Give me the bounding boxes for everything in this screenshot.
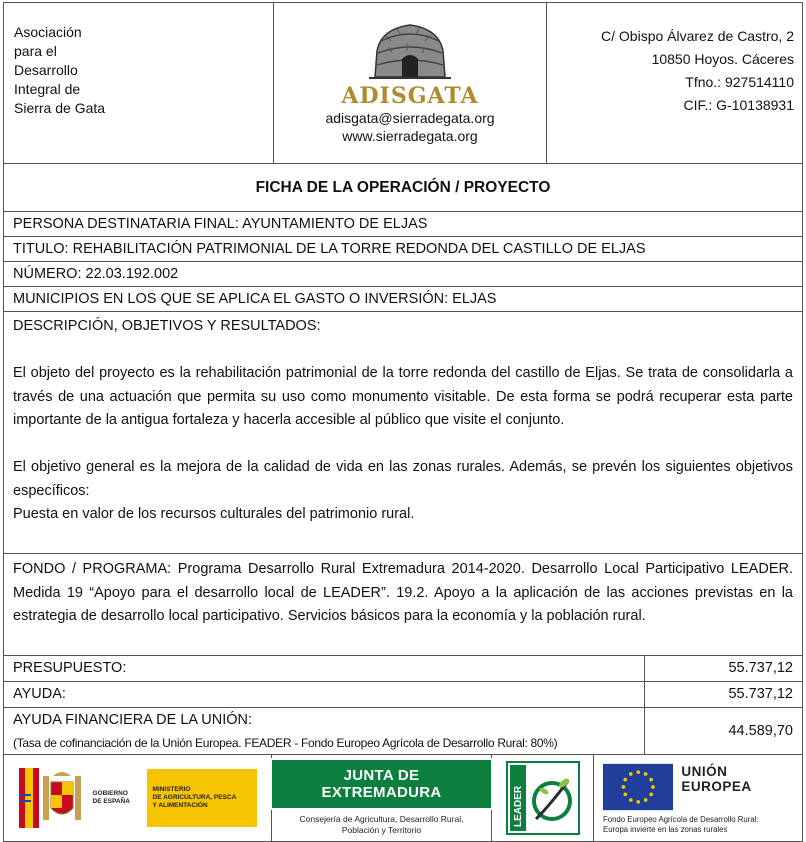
brand-name: ADISGATA — [341, 83, 479, 109]
objectives-paragraph: El objetivo general es la mejora de la calidad de vida en las zonas rurales. Además, se prevén los siguientes objetivos específicos: — [13, 459, 793, 499]
gobierno-line: GOBIERNO — [92, 790, 128, 797]
spain-coat-of-arms-icon — [19, 768, 89, 828]
field-titulo: TITULO: REHABILITACIÓN PATRIMONIAL DE LA TORRE REDONDA DEL CASTILLO DE ELJAS — [4, 236, 802, 261]
organization-name — [4, 3, 274, 163]
stone-hut-icon — [367, 21, 453, 81]
org-line: Sierra de Gata — [14, 100, 106, 116]
gobierno-line: DE ESPAÑA — [92, 798, 130, 805]
leader-logo — [492, 755, 594, 841]
address-line: 10850 Hoyos. Cáceres — [651, 51, 794, 67]
ayuda-value: 55.737,12 — [728, 686, 793, 702]
ministerio-box — [147, 769, 257, 827]
field-municipios: MUNICIPIOS EN LOS QUE SE APLICA EL GASTO O INVERSIÓN: ELJAS — [4, 286, 802, 311]
union-label-cell — [4, 708, 645, 754]
description-heading: DESCRIPCIÓN, OBJETIVOS Y RESULTADOS: — [13, 318, 321, 334]
eu-logo — [594, 755, 802, 841]
address-line: C/ Obispo Álvarez de Castro, 2 — [601, 28, 794, 44]
junta-title: JUNTA DE EXTREMADURA — [272, 760, 491, 808]
ministerio-text — [153, 786, 237, 810]
document-title: FICHA DE LA OPERACIÓN / PROYECTO — [4, 163, 802, 211]
ministerio-line: DE AGRICULTURA, PESCA — [152, 794, 237, 801]
fondo-programa: FONDO / PROGRAMA: Programa Desarrollo Rural Extremadura 2014-2020. Desarrollo Local Participativo LEADER. Medida 19 “Apoyo para el desarrollo local de LEADER”. 19.2. Apoyo a la aplicación de las acciones previstas en la estrategia de desarrollo local participativo. Servicios básicos para la economía y la población rural. — [4, 553, 802, 655]
presupuesto-label: PRESUPUESTO: — [4, 656, 645, 681]
junta-logo — [272, 755, 492, 841]
union-note: (Tasa de cofinanciación de la Unión Europea. FEADER - Fondo Europeo Agrícola de Desarrollo Rural: 80%) — [13, 736, 558, 750]
website-link[interactable]: www.sierradegata.org — [342, 128, 478, 144]
field-numero: NÚMERO: 22.03.192.002 — [4, 261, 802, 286]
eu-subtitle — [603, 815, 793, 835]
ministerio-line: Y ALIMENTACIÓN — [152, 802, 208, 809]
phone-line: Tfno.: 927514110 — [685, 74, 794, 90]
org-line: Asociación — [14, 24, 82, 40]
header — [4, 3, 802, 163]
eu-sub-line: Europa invierte en las zonas rurales — [603, 824, 728, 834]
funding-logos — [4, 754, 802, 841]
operation-sheet — [3, 2, 803, 842]
eu-title: UNIÓN EUROPEA — [681, 763, 752, 794]
gobierno-text — [89, 790, 147, 806]
ayuda-row — [4, 681, 802, 707]
eu-sub-line: Fondo Europeo Agrícola de Desarrollo Rural: — [603, 814, 759, 824]
leader-emblem-icon — [506, 761, 580, 835]
cif-line: CIF.: G-10138931 — [683, 97, 794, 113]
junta-sub-line: Población y Territorio — [341, 825, 422, 835]
adisgata-logo-block — [274, 3, 547, 163]
description-section — [4, 311, 802, 553]
description-paragraph: El objeto del proyecto es la rehabilitación patrimonial de la torre redonda del castillo de Eljas. Se trata de consolidarla a través de una actuación que permita su uso como monumento visitable. De esta forma se podrá recuperar esta parte importante de la antigua fortaleza y hacerla accesible al público que visite el conjunto. — [13, 365, 793, 428]
ministerio-line: MINISTERIO — [152, 786, 191, 793]
org-line: Integral de — [14, 81, 81, 97]
objective-item: Puesta en valor de los recursos culturales del patrimonio rural. — [13, 506, 415, 522]
presupuesto-row — [4, 655, 802, 681]
union-label: AYUDA FINANCIERA DE LA UNIÓN: — [13, 712, 253, 728]
org-line: para el — [14, 43, 57, 59]
address-block — [547, 3, 802, 163]
org-line: Desarrollo — [14, 62, 78, 78]
field-persona: PERSONA DESTINATARIA FINAL: AYUNTAMIENTO DE ELJAS — [4, 211, 802, 236]
gobierno-logo — [4, 755, 272, 841]
union-value: 44.589,70 — [728, 722, 793, 739]
presupuesto-value: 55.737,12 — [728, 660, 793, 676]
email-link[interactable]: adisgata@sierradegata.org — [325, 110, 495, 126]
junta-subtitle — [272, 814, 491, 836]
union-row — [4, 707, 802, 754]
leader-label: LEADER — [512, 785, 524, 827]
ayuda-label: AYUDA: — [4, 682, 645, 707]
junta-sub-line: Consejería de Agricultura, Desarrollo Rural, — [299, 814, 464, 824]
eu-flag-icon — [603, 762, 673, 812]
